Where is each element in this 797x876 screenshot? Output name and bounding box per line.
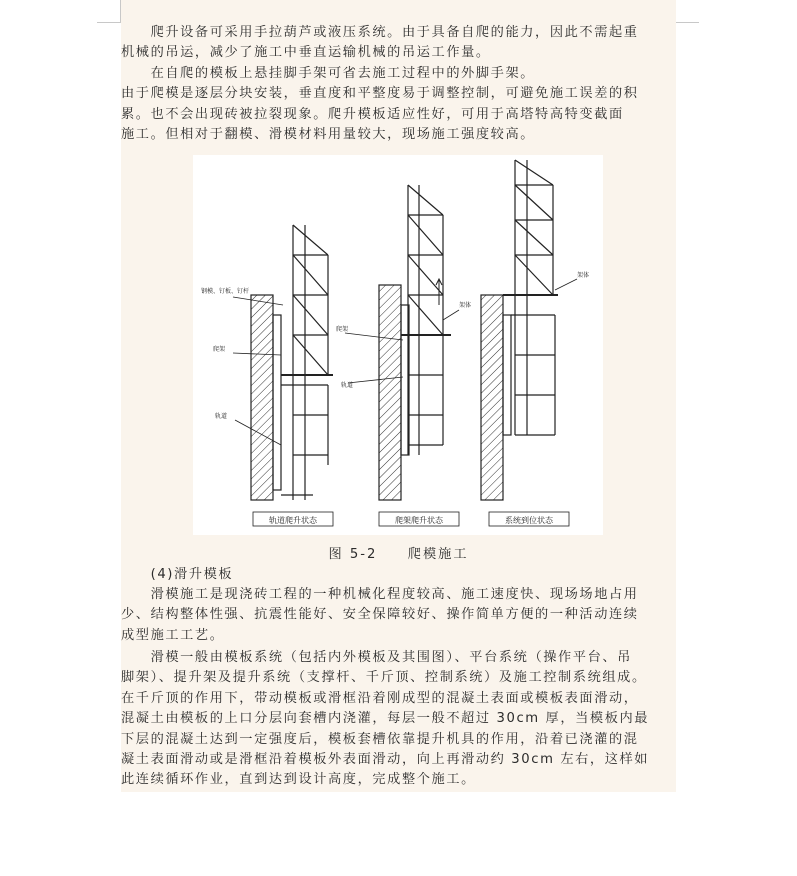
figure-climbing-formwork-diagram (193, 155, 603, 535)
page-corner-mark-left-horizontal (97, 22, 121, 23)
callout-label: 架体 (577, 272, 590, 279)
frame-brace (293, 255, 328, 295)
document-page (121, 0, 676, 792)
frame-brace (515, 160, 553, 185)
frame-brace (408, 295, 443, 335)
text-line: 滑模一般由模板系统（包括内外模板及其围图）、平台系统（操作平台、吊 (121, 650, 632, 665)
panel-label: 系统到位状态 (505, 516, 553, 525)
text-line: 在千斤顶的作用下，带动模板或滑框沿着刚成型的混凝土表面或模板表面滑动， (121, 690, 639, 706)
frame-brace (408, 255, 443, 295)
concrete-wall (379, 285, 401, 500)
frame-brace (515, 220, 553, 255)
page-corner-mark-right-horizontal (675, 22, 699, 23)
panel-track-climbing (233, 225, 333, 500)
text-line: 成型施工工艺。 (121, 627, 225, 643)
callout-leader (555, 279, 577, 290)
callout-label: 钢模、钉板、钉杆 (201, 288, 250, 295)
formwork-panel (273, 315, 281, 490)
frame-brace (515, 255, 553, 295)
text-line: 在自爬的模板上悬挂脚手架可省去施工过程中的外脚手架。 (121, 66, 536, 81)
callout-label: 架体 (459, 302, 472, 309)
panel-system-in-place (481, 160, 577, 500)
text-line: 由于爬模是逐层分块安装，垂直度和平整度易于调整控制，可避免施工误差的积 (121, 86, 639, 102)
figure-caption: 图 5-2 爬模施工 (328, 547, 469, 562)
callout-leader (443, 310, 459, 320)
panel-label: 轨道爬升状态 (269, 516, 317, 525)
frame-brace (408, 185, 443, 215)
formwork-panel (503, 315, 511, 435)
text-line: 下层的混凝土达到一定强度后，模板套槽依靠提升机具的作用，沿着已浇灌的混 (121, 731, 639, 747)
panel-label: 爬架爬升状态 (395, 516, 443, 525)
concrete-wall (481, 295, 503, 500)
paragraph-slipform-intro (121, 585, 676, 646)
frame-brace (515, 185, 553, 220)
text-line: 滑模施工是现浇砖工程的一种机械化程度较高、施工速度快、现场场地占用 (121, 587, 639, 602)
text-line: 爬升设备可采用手拉葫芦或液压系统。由于具备自爬的能力，因此不需起重 (121, 25, 639, 40)
section-heading-slipform (121, 565, 676, 585)
climbing-formwork-drawing (193, 155, 603, 535)
paragraph-climbing-equipment (121, 23, 676, 64)
frame-brace (293, 225, 328, 255)
callout-label: 爬架 (336, 326, 349, 333)
text-line: 此连续循环作业，直到达到设计高度，完成整个施工。 (121, 772, 476, 788)
text-line: 混凝土由模板的上口分层向套槽内浇灌，每层一般不超过 30cm 厚，当模板内最 (121, 711, 650, 727)
callout-label: 爬架 (213, 346, 226, 353)
text-line: 施工。但相对于翻模、滑模材料用量较大，现场施工强度较高。 (121, 127, 536, 143)
paragraph-climbing-formwork-advantages (121, 64, 676, 146)
text-line: 累。也不会出现砖被拉裂现象。爬升模板适应性好，可用于高塔特高特变截面 (121, 106, 624, 122)
text-line: 脚架）、提升架及提升系统（支撑杆、千斤顶、控制系统）及施工控制系统组成。 (121, 670, 647, 686)
text-line: 机械的吊运，减少了施工中垂直运输机械的吊运工作量。 (121, 45, 491, 61)
paragraph-slipform-system (121, 648, 676, 791)
callout-label: 轨道 (341, 382, 354, 389)
frame-brace (293, 295, 328, 335)
concrete-wall (251, 295, 273, 500)
frame-brace (293, 335, 328, 375)
panel-frame-climbing (345, 185, 459, 500)
text-line: (4)滑升模板 (121, 567, 234, 582)
text-line: 少、结构整体性强、抗震性能好、安全保障较好、操作简单方便的一种活动连续 (121, 607, 639, 623)
text-line: 凝土表面滑动或是滑框沿着模板外表面滑动，向上再滑动约 30cm 左右，这样如 (121, 751, 650, 767)
callout-label: 轨道 (215, 413, 228, 420)
frame-brace (408, 215, 443, 255)
